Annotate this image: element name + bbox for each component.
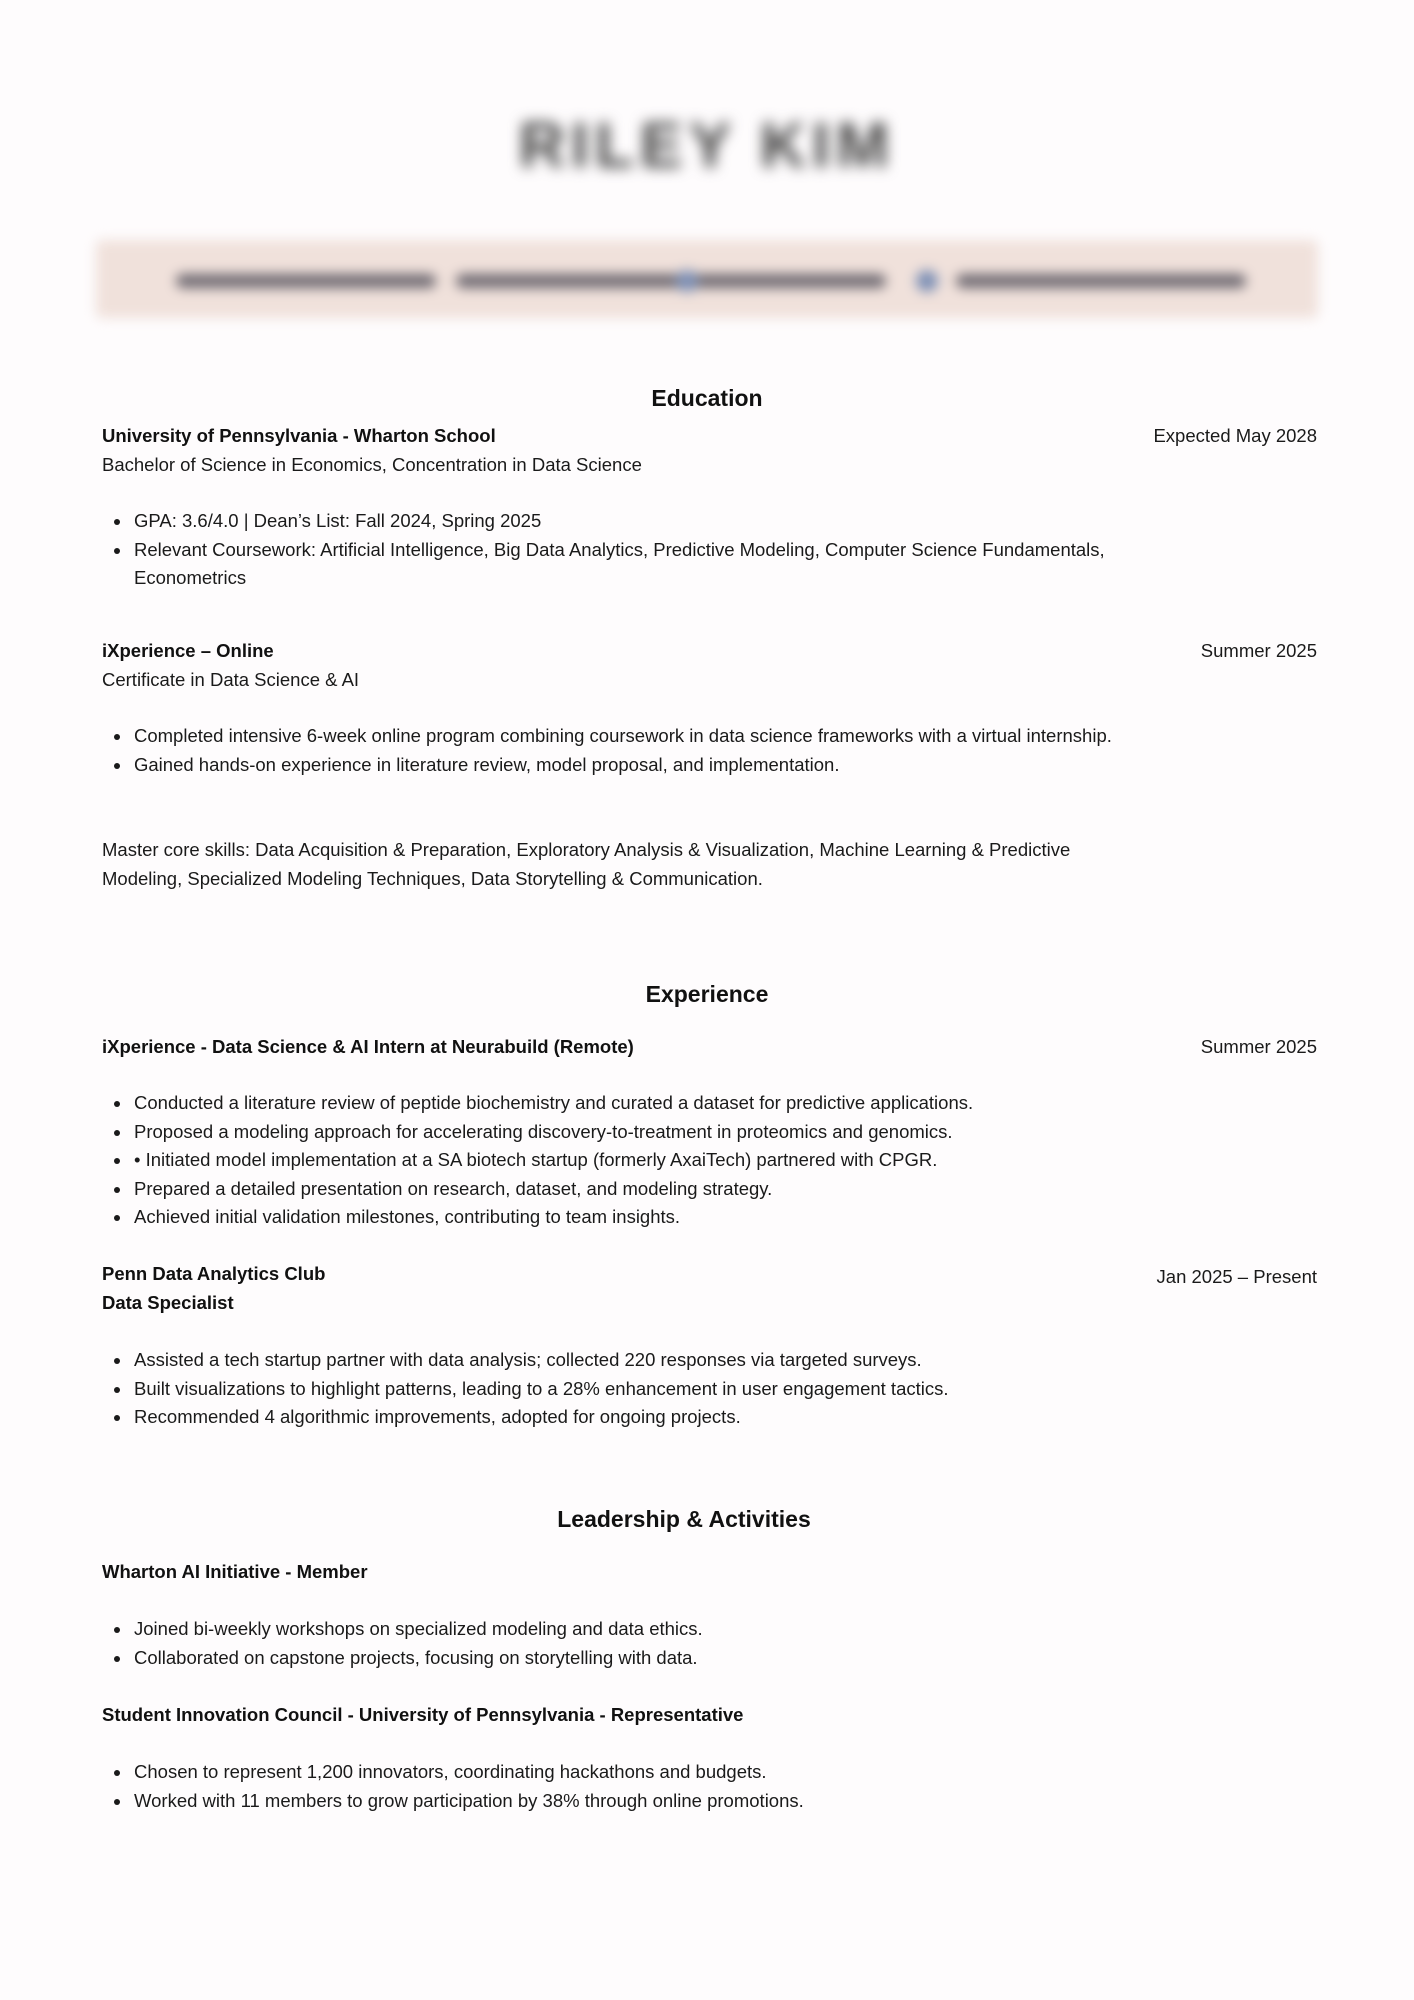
list-item: Achieved initial validation milestones, contributing to team insights. xyxy=(134,1203,1234,1232)
experience-bullets xyxy=(102,1346,1234,1432)
list-item: Assisted a tech startup partner with data analysis; collected 220 responses via targeted surveys. xyxy=(134,1346,1234,1375)
list-item: Joined bi-weekly workshops on specialized modeling and data ethics. xyxy=(134,1615,1234,1644)
list-item: Prepared a detailed presentation on research, dataset, and modeling strategy. xyxy=(134,1175,1234,1204)
skills-summary: Master core skills: Data Acquisition & Preparation, Exploratory Analysis & Visualization, Machine Learning & Predictive Modeling, Specialized Modeling Techniques, Data Storytelling & Communication. xyxy=(102,839,1071,889)
experience-date: Summer 2025 xyxy=(1200,1036,1317,1057)
section-title-experience: Experience xyxy=(645,981,769,1007)
education-date: Summer 2025 xyxy=(1200,640,1317,661)
list-item: Gained hands-on experience in literature review, model proposal, and implementation. xyxy=(134,751,1154,780)
experience-role: iXperience - Data Science & AI Intern at Neurabuild (Remote) xyxy=(102,1036,634,1057)
experience-date: Jan 2025 – Present xyxy=(1156,1266,1317,1287)
list-item: Conducted a literature review of peptide biochemistry and curated a dataset for predictive applications. xyxy=(134,1089,1234,1118)
list-item: GPA: 3.6/4.0 | Dean’s List: Fall 2024, Spring 2025 xyxy=(134,507,1114,536)
education-degree: Certificate in Data Science & AI xyxy=(102,669,360,690)
list-item: Worked with 11 members to grow participation by 38% through online promotions. xyxy=(134,1787,1234,1816)
list-item: Chosen to represent 1,200 innovators, coordinating hackathons and budgets. xyxy=(134,1758,1234,1787)
leadership-bullets xyxy=(102,1615,1234,1672)
section-title-education: Education xyxy=(651,385,763,411)
leadership-role: Wharton AI Initiative - Member xyxy=(102,1561,368,1582)
education-school: iXperience – Online xyxy=(102,640,274,661)
leadership-bullets xyxy=(102,1758,1234,1815)
experience-role: Data Specialist xyxy=(102,1292,234,1313)
candidate-name: RILEY KIM xyxy=(518,109,896,181)
education-bullets xyxy=(102,507,1114,593)
education-degree: Bachelor of Science in Economics, Concentration in Data Science xyxy=(102,454,642,475)
list-item: Relevant Coursework: Artificial Intelligence, Big Data Analytics, Predictive Modeling, Computer Science Fundamentals, Econometrics xyxy=(134,536,1114,593)
section-title-leadership: Leadership & Activities xyxy=(557,1506,811,1532)
experience-org: Penn Data Analytics Club xyxy=(102,1263,326,1284)
list-item: Recommended 4 algorithmic improvements, adopted for ongoing projects. xyxy=(134,1403,1234,1432)
list-item: Built visualizations to highlight patterns, leading to a 28% enhancement in user engagement tactics. xyxy=(134,1375,1234,1404)
list-item: Collaborated on capstone projects, focusing on storytelling with data. xyxy=(134,1644,1234,1673)
education-school: University of Pennsylvania - Wharton School xyxy=(102,425,496,446)
list-item: Completed intensive 6-week online program combining coursework in data science frameworks with a virtual internship. xyxy=(134,722,1154,751)
list-item: Proposed a modeling approach for accelerating discovery-to-treatment in proteomics and genomics. xyxy=(134,1118,1234,1147)
leadership-role: Student Innovation Council - University of Pennsylvania - Representative xyxy=(102,1704,744,1725)
contact-bar xyxy=(96,240,1318,318)
experience-bullets xyxy=(102,1089,1234,1232)
list-item: • Initiated model implementation at a SA biotech startup (formerly AxaiTech) partnered with CPGR. xyxy=(134,1146,1234,1175)
education-date: Expected May 2028 xyxy=(1153,425,1317,446)
education-bullets xyxy=(102,722,1154,779)
